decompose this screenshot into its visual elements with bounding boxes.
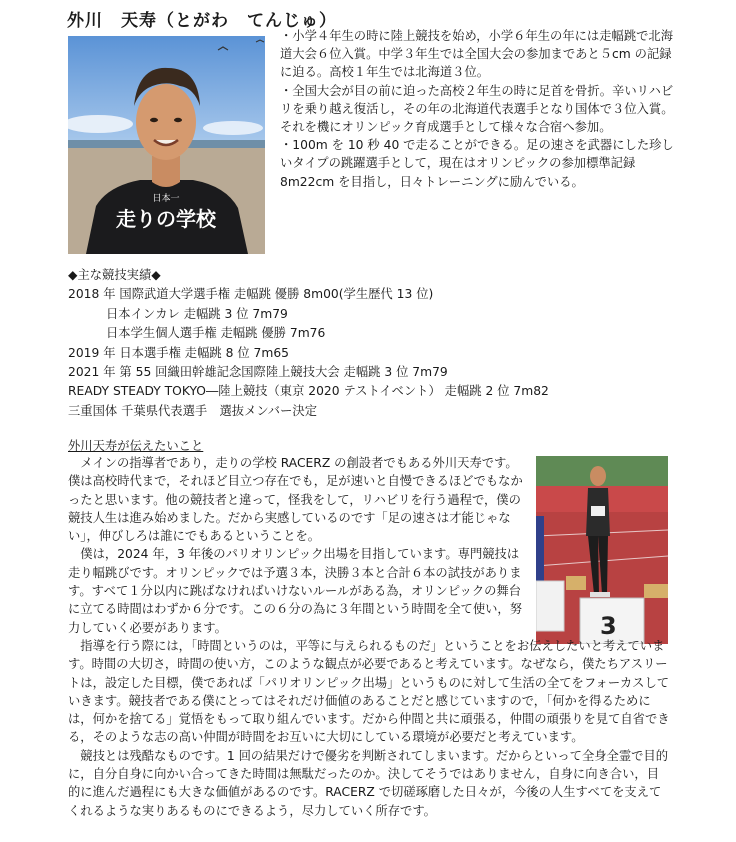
results-heading: ◆主な競技実績◆ xyxy=(68,268,161,282)
message-paragraph: 競技とは残酷なものです。1 回の結果だけで優劣を判断されてしまいます。だからといって全身全霊で目的に，自分自身に向かい合ってきた時間は無駄だったのか。決してそうではありません，自身に向き合い，目的に進んだ過程にも大きな価値があるのです。RACERZ で切磋琢磨した日々が，今後の人生すべてを支えてくれるような実りあるものにできるよう，尽力していく所存です。 xyxy=(68,748,669,818)
message-body xyxy=(68,454,670,820)
result-row: 三重国体 千葉県代表選手 選抜メンバー決定 xyxy=(68,403,317,418)
intro-paragraph: ・小学４年生の時に陸上競技を始め，小学６年生の年には走幅跳で北海道大会６位入賞。中学３年生では全国大会の参加まであと５cm の記録に迫る。高校１年生では北海道３位。 xyxy=(280,29,674,80)
message-paragraph: メインの指導者であり，走りの学校 RACERZ の創設者でもある外川天寿です。僕は高校時代まで，それほど目立つ存在でも，足が速いと自慢できるほどでもなかったと思います。他の競技者と違って，怪我をして，リハビリを行う過程で，僕の競技人生は進み始めました。だから実感しているのです「足の速さは才能じゃない」，伸びしろは誰にでもあるということを。 xyxy=(68,456,523,544)
competition-results xyxy=(68,266,688,421)
intro-paragraph: ・100m を 10 秒 40 で走ることができる。足の速さを武器にした珍しいタイプの跳躍選手として，現在はオリンピックの参加標準記録 8m22cm を目指し，日々トレーニングに励んでいる。 xyxy=(280,138,674,189)
result-row: 2021 年 第 55 回織田幹雄記念国際陸上競技大会 走幅跳 3 位 7m79 xyxy=(68,365,448,380)
message-heading: 外川天寿が伝えたいこと xyxy=(68,439,204,453)
message-paragraph: 僕は，2024 年，3 年後のパリオリンピック出場を目指しています。専門競技は走り幅跳びです。オリンピックでは予選３本，決勝３本と合計６本の試技があります。すべて１分以内に跳ばなければいけないルールがある為，オリンピックの舞台に立てる時間はわずか６分です。この６分の為に３年間という時間を全て使い，努力していく必要があります。 xyxy=(68,547,523,635)
result-row: READY STEADY TOKYO―陸上競技（東京 2020 テストイベント） 走幅跳 2 位 7m82 xyxy=(68,384,549,399)
message-paragraph: 指導を行う際には，「時間というのは，平等に与えられるものだ」ということをお伝えしたいと考えています。時間の大切さ，時間の使い方，このような観点が必要であると考えています。なぜなら，僕たちアスリートは，設定した目標，僕であれば「パリオリンピック出場」というものに対して生活の全てをフォーカスしていきます。競技者である僕にとってはそれだけ価値のあることだと感じていますので，「何かを得るためには，何かを捨てる」覚悟をもって取り組んでいます。だから仲間と共に頑張る，仲間の頑張りを見て自省できる，そのような志の高い仲間が時間をお互いに大切にしている環境が必要だと考えています。 xyxy=(68,638,670,745)
intro-text xyxy=(280,27,675,191)
result-row: 2019 年 日本選手権 走幅跳 8 位 7m65 xyxy=(68,345,289,360)
result-row: 2018 年 国際武道大学選手権 走幅跳 優勝 8m00(学生歴代 13 位) xyxy=(68,287,434,302)
result-row: 日本学生個人選手権 走幅跳 優勝 7m76 xyxy=(106,326,326,341)
result-row: 日本インカレ 走幅跳 3 位 7m79 xyxy=(106,306,288,321)
shirt-print-small: 日本一 xyxy=(152,194,180,204)
page-title: 外川 天寿（とがわ てんじゅ） xyxy=(67,11,337,31)
athlete-portrait-photo xyxy=(68,36,265,254)
shirt-print-large: 走りの学校 xyxy=(116,207,216,231)
intro-paragraph: ・全国大会が目の前に迫った高校２年生の時に足首を骨折。辛いリハビリを乗り越え復活し，その年の北海道代表選手となり国体で３位入賞。それを機にオリンピック育成選手として様々な合宿へ参加。 xyxy=(280,83,674,135)
podium-number: 3 xyxy=(600,612,617,640)
